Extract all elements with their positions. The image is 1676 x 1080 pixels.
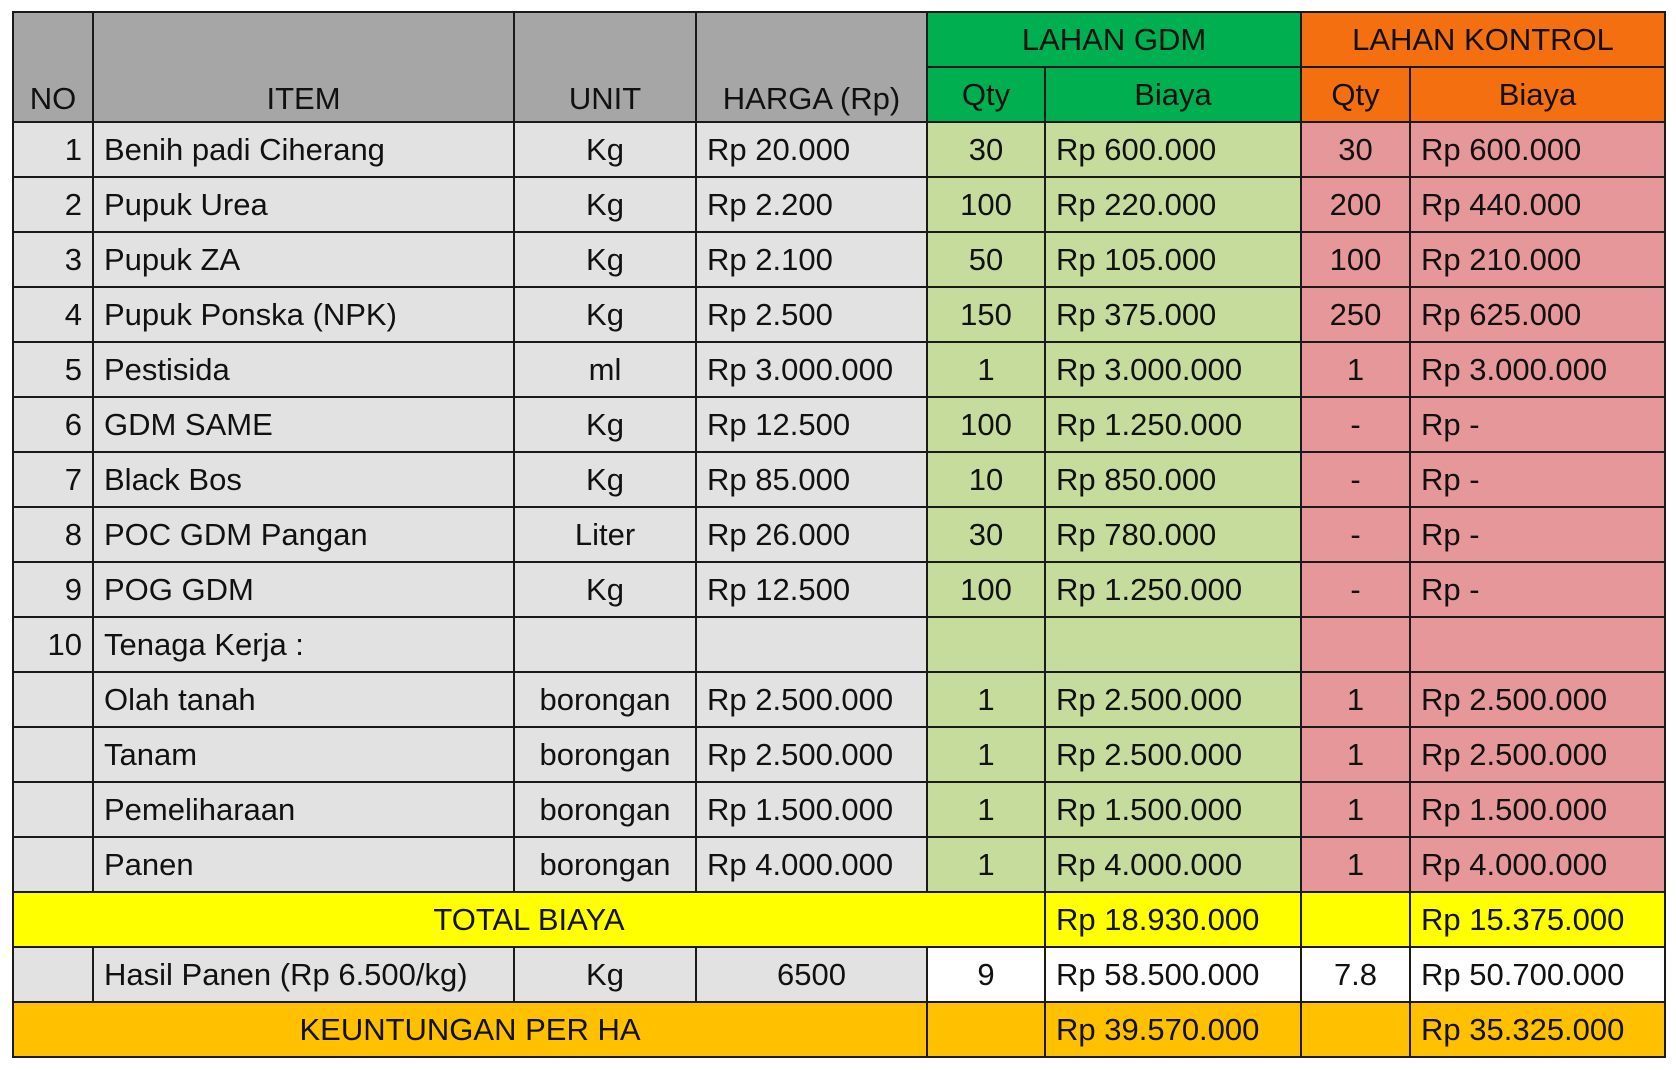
cell-item: Olah tanah — [93, 672, 514, 727]
cell-unit: borongan — [514, 672, 696, 727]
cell-gdm-qty: 30 — [927, 122, 1045, 177]
header-gdm-qty: Qty — [927, 67, 1045, 122]
header-lahan-gdm: LAHAN GDM — [927, 12, 1301, 67]
hasil-panen-row — [13, 947, 1665, 1002]
table-row — [13, 782, 1665, 837]
cell-no: 9 — [13, 562, 93, 617]
cell-kontrol-biaya: Rp 440.000 — [1410, 177, 1665, 232]
cell-kontrol-biaya — [1410, 617, 1665, 672]
total-label: TOTAL BIAYA — [13, 892, 1045, 947]
cell-item: POG GDM — [93, 562, 514, 617]
cell-gdm-qty: 1 — [927, 342, 1045, 397]
table-row — [13, 617, 1665, 672]
cell-kontrol-biaya: Rp - — [1410, 507, 1665, 562]
cell-gdm-biaya: Rp 220.000 — [1045, 177, 1301, 232]
cell-gdm-biaya: Rp 105.000 — [1045, 232, 1301, 287]
cell-item: GDM SAME — [93, 397, 514, 452]
table-row — [13, 507, 1665, 562]
cell-kontrol-biaya: Rp 3.000.000 — [1410, 342, 1665, 397]
cell-item: Pupuk ZA — [93, 232, 514, 287]
cell-kontrol-qty: 1 — [1301, 837, 1410, 892]
total-kontrol-qty — [1301, 892, 1410, 947]
cell-unit: Kg — [514, 452, 696, 507]
cell-kontrol-qty: - — [1301, 397, 1410, 452]
table-body — [13, 122, 1665, 892]
cell-gdm-qty: 1 — [927, 727, 1045, 782]
cell-kontrol-qty: 200 — [1301, 177, 1410, 232]
cell-no — [13, 672, 93, 727]
cell-gdm-biaya: Rp 375.000 — [1045, 287, 1301, 342]
hasil-kontrol-qty: 7.8 — [1301, 947, 1410, 1002]
cell-gdm-biaya: Rp 780.000 — [1045, 507, 1301, 562]
cell-kontrol-qty: - — [1301, 562, 1410, 617]
cell-harga: Rp 2.200 — [696, 177, 927, 232]
table-row — [13, 452, 1665, 507]
cell-item: Pupuk Ponska (NPK) — [93, 287, 514, 342]
cell-item: Benih padi Ciherang — [93, 122, 514, 177]
cell-no: 4 — [13, 287, 93, 342]
hasil-harga: 6500 — [696, 947, 927, 1002]
table-row — [13, 342, 1665, 397]
cell-kontrol-qty: 1 — [1301, 782, 1410, 837]
table-row — [13, 177, 1665, 232]
cell-unit — [514, 617, 696, 672]
cell-harga: Rp 85.000 — [696, 452, 927, 507]
cell-gdm-qty: 1 — [927, 782, 1045, 837]
cell-no: 3 — [13, 232, 93, 287]
cell-gdm-biaya: Rp 1.250.000 — [1045, 562, 1301, 617]
total-gdm-biaya: Rp 18.930.000 — [1045, 892, 1301, 947]
cell-unit: borongan — [514, 782, 696, 837]
header-item: ITEM — [93, 12, 514, 122]
total-kontrol-biaya: Rp 15.375.000 — [1410, 892, 1665, 947]
cell-kontrol-biaya: Rp 600.000 — [1410, 122, 1665, 177]
table-row — [13, 287, 1665, 342]
cell-item: Pestisida — [93, 342, 514, 397]
hasil-item: Hasil Panen (Rp 6.500/kg) — [93, 947, 514, 1002]
cell-no: 8 — [13, 507, 93, 562]
cell-gdm-biaya: Rp 3.000.000 — [1045, 342, 1301, 397]
table-row — [13, 727, 1665, 782]
cell-kontrol-biaya: Rp 2.500.000 — [1410, 727, 1665, 782]
header-unit: UNIT — [514, 12, 696, 122]
keuntungan-gdm-qty — [927, 1002, 1045, 1057]
cell-kontrol-qty: 100 — [1301, 232, 1410, 287]
cell-harga: Rp 3.000.000 — [696, 342, 927, 397]
cell-kontrol-biaya: Rp 1.500.000 — [1410, 782, 1665, 837]
cell-kontrol-qty: - — [1301, 452, 1410, 507]
cell-kontrol-biaya: Rp - — [1410, 452, 1665, 507]
cell-unit: Kg — [514, 122, 696, 177]
keuntungan-row — [13, 1002, 1665, 1057]
cell-no: 10 — [13, 617, 93, 672]
header-kontrol-qty: Qty — [1301, 67, 1410, 122]
cell-unit: Kg — [514, 232, 696, 287]
cost-table-container — [12, 11, 1666, 1058]
cell-gdm-biaya: Rp 600.000 — [1045, 122, 1301, 177]
cell-unit: ml — [514, 342, 696, 397]
cell-no: 6 — [13, 397, 93, 452]
header-lahan-kontrol: LAHAN KONTROL — [1301, 12, 1665, 67]
cell-kontrol-biaya: Rp - — [1410, 562, 1665, 617]
cell-kontrol-biaya: Rp 4.000.000 — [1410, 837, 1665, 892]
cell-item: Pemeliharaan — [93, 782, 514, 837]
keuntungan-kontrol-qty — [1301, 1002, 1410, 1057]
table-row — [13, 672, 1665, 727]
hasil-kontrol-biaya: Rp 50.700.000 — [1410, 947, 1665, 1002]
cell-no: 5 — [13, 342, 93, 397]
cell-no — [13, 782, 93, 837]
table-row — [13, 837, 1665, 892]
cell-kontrol-qty: 1 — [1301, 342, 1410, 397]
cell-gdm-biaya: Rp 2.500.000 — [1045, 727, 1301, 782]
cell-kontrol-qty: - — [1301, 507, 1410, 562]
cell-gdm-qty: 30 — [927, 507, 1045, 562]
cell-no: 7 — [13, 452, 93, 507]
cell-kontrol-biaya: Rp - — [1410, 397, 1665, 452]
table-row — [13, 397, 1665, 452]
cell-gdm-qty: 10 — [927, 452, 1045, 507]
cell-harga: Rp 2.500 — [696, 287, 927, 342]
cell-no — [13, 727, 93, 782]
cell-item: Tanam — [93, 727, 514, 782]
cell-unit: Kg — [514, 397, 696, 452]
total-biaya-row — [13, 892, 1665, 947]
cell-harga: Rp 4.000.000 — [696, 837, 927, 892]
header-harga: HARGA (Rp) — [696, 12, 927, 122]
cell-kontrol-biaya: Rp 210.000 — [1410, 232, 1665, 287]
cell-harga: Rp 2.500.000 — [696, 727, 927, 782]
cell-kontrol-qty — [1301, 617, 1410, 672]
header-row-top — [13, 12, 1665, 67]
cell-harga: Rp 1.500.000 — [696, 782, 927, 837]
cell-gdm-biaya: Rp 1.250.000 — [1045, 397, 1301, 452]
cell-harga: Rp 2.500.000 — [696, 672, 927, 727]
cell-harga: Rp 2.100 — [696, 232, 927, 287]
cell-gdm-qty: 1 — [927, 837, 1045, 892]
cell-kontrol-qty: 1 — [1301, 672, 1410, 727]
table-row — [13, 232, 1665, 287]
hasil-gdm-qty: 9 — [927, 947, 1045, 1002]
cell-gdm-biaya: Rp 850.000 — [1045, 452, 1301, 507]
cell-kontrol-qty: 30 — [1301, 122, 1410, 177]
keuntungan-kontrol-biaya: Rp 35.325.000 — [1410, 1002, 1665, 1057]
cell-kontrol-biaya: Rp 2.500.000 — [1410, 672, 1665, 727]
cell-gdm-biaya: Rp 2.500.000 — [1045, 672, 1301, 727]
table-row — [13, 122, 1665, 177]
cell-gdm-biaya — [1045, 617, 1301, 672]
header-gdm-biaya: Biaya — [1045, 67, 1301, 122]
cell-harga: Rp 26.000 — [696, 507, 927, 562]
cell-item: Black Bos — [93, 452, 514, 507]
cell-unit: Liter — [514, 507, 696, 562]
cell-gdm-biaya: Rp 4.000.000 — [1045, 837, 1301, 892]
cell-gdm-qty: 100 — [927, 397, 1045, 452]
cell-kontrol-qty: 250 — [1301, 287, 1410, 342]
cost-comparison-table — [12, 11, 1666, 1058]
cell-unit: borongan — [514, 837, 696, 892]
cell-no: 2 — [13, 177, 93, 232]
cell-unit: Kg — [514, 287, 696, 342]
cell-kontrol-biaya: Rp 625.000 — [1410, 287, 1665, 342]
cell-harga: Rp 12.500 — [696, 397, 927, 452]
hasil-unit: Kg — [514, 947, 696, 1002]
cell-item: POC GDM Pangan — [93, 507, 514, 562]
cell-no — [13, 837, 93, 892]
cell-gdm-qty — [927, 617, 1045, 672]
cell-kontrol-qty: 1 — [1301, 727, 1410, 782]
cell-gdm-qty: 1 — [927, 672, 1045, 727]
cell-item: Tenaga Kerja : — [93, 617, 514, 672]
cell-item: Pupuk Urea — [93, 177, 514, 232]
cell-gdm-qty: 100 — [927, 562, 1045, 617]
keuntungan-gdm-biaya: Rp 39.570.000 — [1045, 1002, 1301, 1057]
hasil-gdm-biaya: Rp 58.500.000 — [1045, 947, 1301, 1002]
cell-unit: borongan — [514, 727, 696, 782]
cell-gdm-qty: 100 — [927, 177, 1045, 232]
table-row — [13, 562, 1665, 617]
cell-harga: Rp 20.000 — [696, 122, 927, 177]
header-no: NO — [13, 12, 93, 122]
keuntungan-label: KEUNTUNGAN PER HA — [13, 1002, 927, 1057]
cell-unit: Kg — [514, 177, 696, 232]
cell-no: 1 — [13, 122, 93, 177]
cell-gdm-biaya: Rp 1.500.000 — [1045, 782, 1301, 837]
cell-harga: Rp 12.500 — [696, 562, 927, 617]
hasil-no — [13, 947, 93, 1002]
cell-harga — [696, 617, 927, 672]
cell-item: Panen — [93, 837, 514, 892]
header-kontrol-biaya: Biaya — [1410, 67, 1665, 122]
cell-gdm-qty: 50 — [927, 232, 1045, 287]
cell-unit: Kg — [514, 562, 696, 617]
cell-gdm-qty: 150 — [927, 287, 1045, 342]
